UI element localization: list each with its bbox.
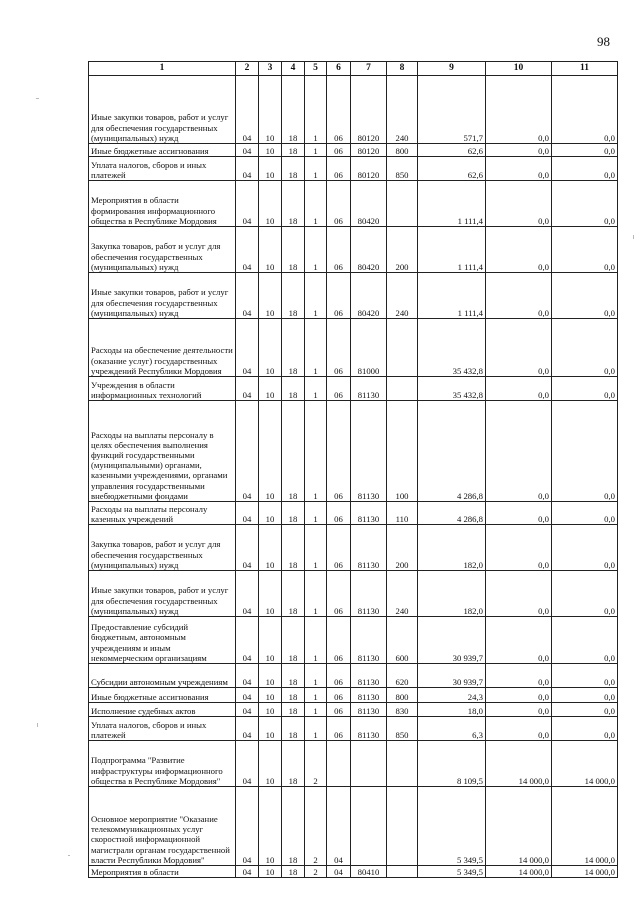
column-header: 5 (305, 62, 327, 76)
amount-cell: 0,0 (552, 157, 618, 181)
amount-cell: 5 349,5 (418, 866, 486, 878)
code-cell: 81130 (351, 401, 387, 502)
code-cell: 1 (305, 76, 327, 144)
amount-cell: 0,0 (552, 76, 618, 144)
row-name: Иные бюджетные ассигнования (89, 144, 236, 157)
code-cell: 10 (259, 866, 282, 878)
row-name: Закупка товаров, работ и услуг для обеспечения государственных (муниципальных) нужд (89, 525, 236, 571)
amount-cell: 0,0 (486, 319, 552, 377)
code-cell (351, 741, 387, 787)
row-name: Иные закупки товаров, работ и услуг для обеспечения государственных (муниципальных) нужд (89, 571, 236, 617)
row-name: Иные закупки товаров, работ и услуг для обеспечения государственных (муниципальных) нужд (89, 273, 236, 319)
code-cell: 06 (327, 664, 351, 688)
code-cell: 18 (282, 664, 305, 688)
code-cell (387, 181, 418, 227)
code-cell: 18 (282, 319, 305, 377)
code-cell: 06 (327, 703, 351, 717)
code-cell (387, 319, 418, 377)
amount-cell: 62,6 (418, 144, 486, 157)
column-header: 4 (282, 62, 305, 76)
row-name: Мероприятия в области (89, 866, 236, 878)
code-cell: 18 (282, 787, 305, 866)
code-cell: 04 (236, 664, 259, 688)
code-cell: 04 (236, 617, 259, 664)
row-name: Мероприятия в области формирования информационного общества в Республике Мордовия (89, 181, 236, 227)
row-name: Уплата налогов, сборов и иных платежей (89, 717, 236, 741)
table-row (89, 319, 618, 377)
amount-cell: 24,3 (418, 688, 486, 703)
code-cell: 80410 (351, 866, 387, 878)
table-row (89, 502, 618, 525)
row-name: Расходы на выплаты персоналу в целях обеспечения выполнения функций государственными (муниципальными) органами, казенными учреждениями, органами управления государственными внебюджетными фондами (89, 401, 236, 502)
code-cell: 10 (259, 377, 282, 401)
amount-cell: 5 349,5 (418, 787, 486, 866)
amount-cell: 0,0 (552, 377, 618, 401)
code-cell: 80420 (351, 227, 387, 273)
amount-cell: 0,0 (486, 525, 552, 571)
amount-cell: 182,0 (418, 571, 486, 617)
amount-cell: 1 111,4 (418, 227, 486, 273)
code-cell: 04 (236, 377, 259, 401)
code-cell: 830 (387, 703, 418, 717)
code-cell: 06 (327, 617, 351, 664)
table-row (89, 571, 618, 617)
code-cell: 10 (259, 157, 282, 181)
amount-cell: 182,0 (418, 525, 486, 571)
code-cell: 18 (282, 157, 305, 181)
code-cell: 10 (259, 502, 282, 525)
code-cell: 240 (387, 571, 418, 617)
table-row (89, 227, 618, 273)
amount-cell: 14 000,0 (552, 787, 618, 866)
table-row (89, 157, 618, 181)
table-body (89, 76, 618, 878)
code-cell (327, 741, 351, 787)
table-row (89, 787, 618, 866)
amount-cell: 0,0 (552, 144, 618, 157)
code-cell (351, 787, 387, 866)
code-cell: 10 (259, 181, 282, 227)
code-cell: 1 (305, 502, 327, 525)
table-row (89, 525, 618, 571)
code-cell: 200 (387, 525, 418, 571)
amount-cell: 14 000,0 (486, 866, 552, 878)
amount-cell: 0,0 (552, 502, 618, 525)
row-name: Основное мероприятие "Оказание телекоммуникационных услуг скоростной информационной магистрали органам государственной власти Республики Мордовия" (89, 787, 236, 866)
row-name: Расходы на выплаты персоналу казенных учреждений (89, 502, 236, 525)
code-cell: 2 (305, 787, 327, 866)
code-cell: 18 (282, 181, 305, 227)
column-header: 3 (259, 62, 282, 76)
code-cell: 80420 (351, 273, 387, 319)
code-cell: 81130 (351, 703, 387, 717)
code-cell: 04 (327, 866, 351, 878)
code-cell: 2 (305, 741, 327, 787)
amount-cell: 30 939,7 (418, 617, 486, 664)
code-cell: 800 (387, 144, 418, 157)
code-cell: 04 (236, 144, 259, 157)
amount-cell: 0,0 (486, 571, 552, 617)
amount-cell: 0,0 (552, 181, 618, 227)
code-cell: 04 (236, 401, 259, 502)
table-row (89, 617, 618, 664)
code-cell: 06 (327, 377, 351, 401)
code-cell: 1 (305, 273, 327, 319)
code-cell: 10 (259, 401, 282, 502)
row-name: Исполнение судебных актов (89, 703, 236, 717)
amount-cell: 0,0 (552, 717, 618, 741)
table-row (89, 377, 618, 401)
code-cell: 10 (259, 787, 282, 866)
amount-cell: 0,0 (486, 688, 552, 703)
code-cell: 10 (259, 571, 282, 617)
budget-table (88, 61, 618, 878)
amount-cell: 0,0 (486, 717, 552, 741)
code-cell: 1 (305, 525, 327, 571)
code-cell: 18 (282, 273, 305, 319)
code-cell: 80120 (351, 144, 387, 157)
table-row (89, 866, 618, 878)
code-cell: 1 (305, 664, 327, 688)
scan-mark (68, 855, 70, 856)
amount-cell: 6,3 (418, 717, 486, 741)
code-cell: 100 (387, 401, 418, 502)
code-cell: 18 (282, 377, 305, 401)
amount-cell: 0,0 (486, 76, 552, 144)
code-cell: 04 (236, 76, 259, 144)
code-cell: 04 (236, 717, 259, 741)
code-cell: 06 (327, 502, 351, 525)
code-cell: 1 (305, 703, 327, 717)
code-cell: 81130 (351, 617, 387, 664)
code-cell: 200 (387, 227, 418, 273)
page-number: 98 (597, 34, 610, 49)
row-name: Расходы на обеспечение деятельности (оказание услуг) государственных учреждений Республики Мордовия (89, 319, 236, 377)
code-cell: 10 (259, 76, 282, 144)
code-cell: 81130 (351, 502, 387, 525)
code-cell: 850 (387, 717, 418, 741)
code-cell: 06 (327, 227, 351, 273)
code-cell: 80420 (351, 181, 387, 227)
code-cell: 1 (305, 181, 327, 227)
code-cell: 06 (327, 181, 351, 227)
amount-cell: 18,0 (418, 703, 486, 717)
column-header: 7 (351, 62, 387, 76)
code-cell: 18 (282, 401, 305, 502)
code-cell: 18 (282, 502, 305, 525)
code-cell: 06 (327, 76, 351, 144)
table-row (89, 144, 618, 157)
row-name: Подпрограмма "Развитие инфраструктуры информационного общества в Республике Мордовия" (89, 741, 236, 787)
scan-mark (37, 723, 38, 727)
amount-cell: 0,0 (486, 664, 552, 688)
amount-cell: 0,0 (486, 401, 552, 502)
amount-cell: 0,0 (552, 617, 618, 664)
amount-cell: 14 000,0 (552, 866, 618, 878)
code-cell: 04 (236, 319, 259, 377)
code-cell: 04 (236, 866, 259, 878)
code-cell: 06 (327, 157, 351, 181)
code-cell: 18 (282, 144, 305, 157)
code-cell: 1 (305, 617, 327, 664)
amount-cell: 14 000,0 (486, 787, 552, 866)
code-cell: 18 (282, 741, 305, 787)
amount-cell: 0,0 (552, 273, 618, 319)
row-name: Предоставление субсидий бюджетным, автономным учреждениям и иным некоммерческим организациям (89, 617, 236, 664)
code-cell (387, 787, 418, 866)
code-cell: 18 (282, 866, 305, 878)
amount-cell: 4 286,8 (418, 401, 486, 502)
column-header: 9 (418, 62, 486, 76)
code-cell: 1 (305, 571, 327, 617)
row-name: Иные бюджетные ассигнования (89, 688, 236, 703)
column-header: 6 (327, 62, 351, 76)
code-cell: 04 (236, 688, 259, 703)
row-name: Субсидии автономным учреждениям (89, 664, 236, 688)
code-cell: 81130 (351, 571, 387, 617)
code-cell: 1 (305, 717, 327, 741)
code-cell: 04 (236, 703, 259, 717)
amount-cell: 0,0 (486, 502, 552, 525)
column-header: 11 (552, 62, 618, 76)
code-cell: 10 (259, 664, 282, 688)
row-name: Закупка товаров, работ и услуг для обеспечения государственных (муниципальных) нужд (89, 227, 236, 273)
amount-cell: 0,0 (486, 157, 552, 181)
code-cell: 80120 (351, 76, 387, 144)
code-cell: 06 (327, 717, 351, 741)
amount-cell: 0,0 (552, 688, 618, 703)
code-cell: 04 (236, 227, 259, 273)
code-cell: 06 (327, 571, 351, 617)
code-cell: 10 (259, 617, 282, 664)
code-cell: 18 (282, 571, 305, 617)
code-cell: 06 (327, 144, 351, 157)
code-cell: 04 (236, 787, 259, 866)
amount-cell: 8 109,5 (418, 741, 486, 787)
code-cell: 10 (259, 144, 282, 157)
code-cell: 81130 (351, 525, 387, 571)
code-cell: 81130 (351, 377, 387, 401)
amount-cell: 14 000,0 (552, 741, 618, 787)
code-cell: 1 (305, 319, 327, 377)
code-cell: 1 (305, 227, 327, 273)
amount-cell: 14 000,0 (486, 741, 552, 787)
amount-cell: 4 286,8 (418, 502, 486, 525)
code-cell: 1 (305, 401, 327, 502)
row-name: Учреждения в области информационных технологий (89, 377, 236, 401)
code-cell: 18 (282, 717, 305, 741)
code-cell: 04 (236, 273, 259, 319)
amount-cell: 0,0 (552, 664, 618, 688)
code-cell: 06 (327, 273, 351, 319)
table-row (89, 76, 618, 144)
amount-cell: 35 432,8 (418, 377, 486, 401)
code-cell (387, 377, 418, 401)
table-row (89, 401, 618, 502)
table-row (89, 273, 618, 319)
table-row (89, 741, 618, 787)
code-cell: 10 (259, 319, 282, 377)
row-name: Иные закупки товаров, работ и услуг для обеспечения государственных (муниципальных) нужд (89, 76, 236, 144)
code-cell: 04 (236, 157, 259, 181)
code-cell (387, 866, 418, 878)
amount-cell: 0,0 (552, 319, 618, 377)
code-cell: 10 (259, 688, 282, 703)
amount-cell: 62,6 (418, 157, 486, 181)
code-cell: 1 (305, 377, 327, 401)
code-cell: 10 (259, 525, 282, 571)
code-cell: 1 (305, 144, 327, 157)
amount-cell: 0,0 (486, 227, 552, 273)
amount-cell: 0,0 (486, 181, 552, 227)
code-cell: 04 (236, 741, 259, 787)
code-cell: 81130 (351, 664, 387, 688)
amount-cell: 0,0 (552, 525, 618, 571)
table-header (89, 62, 618, 76)
code-cell: 800 (387, 688, 418, 703)
table-row (89, 181, 618, 227)
code-cell: 04 (327, 787, 351, 866)
code-cell: 80120 (351, 157, 387, 181)
code-cell: 18 (282, 227, 305, 273)
code-cell: 18 (282, 703, 305, 717)
table-row (89, 664, 618, 688)
code-cell: 04 (236, 571, 259, 617)
amount-cell: 0,0 (552, 571, 618, 617)
table-row (89, 717, 618, 741)
amount-cell: 1 111,4 (418, 273, 486, 319)
amount-cell: 1 111,4 (418, 181, 486, 227)
amount-cell: 0,0 (486, 273, 552, 319)
amount-cell: 0,0 (486, 617, 552, 664)
table-row (89, 688, 618, 703)
amount-cell: 0,0 (486, 703, 552, 717)
code-cell: 1 (305, 157, 327, 181)
code-cell: 10 (259, 717, 282, 741)
amount-cell: 0,0 (552, 227, 618, 273)
column-header: 2 (236, 62, 259, 76)
amount-cell: 571,7 (418, 76, 486, 144)
column-header: 8 (387, 62, 418, 76)
amount-cell: 35 432,8 (418, 319, 486, 377)
amount-cell: 0,0 (486, 144, 552, 157)
code-cell: 06 (327, 688, 351, 703)
code-cell: 06 (327, 401, 351, 502)
code-cell (387, 741, 418, 787)
code-cell: 04 (236, 502, 259, 525)
code-cell: 18 (282, 617, 305, 664)
code-cell: 10 (259, 703, 282, 717)
code-cell: 18 (282, 525, 305, 571)
code-cell: 18 (282, 76, 305, 144)
code-cell: 240 (387, 76, 418, 144)
code-cell: 06 (327, 319, 351, 377)
code-cell: 06 (327, 525, 351, 571)
code-cell: 600 (387, 617, 418, 664)
scan-mark (633, 235, 634, 239)
amount-cell: 0,0 (552, 703, 618, 717)
table-row (89, 703, 618, 717)
row-name: Уплата налогов, сборов и иных платежей (89, 157, 236, 181)
scan-mark (36, 98, 39, 99)
code-cell: 10 (259, 227, 282, 273)
code-cell: 620 (387, 664, 418, 688)
code-cell: 10 (259, 273, 282, 319)
code-cell: 2 (305, 866, 327, 878)
code-cell: 240 (387, 273, 418, 319)
code-cell: 1 (305, 688, 327, 703)
code-cell: 110 (387, 502, 418, 525)
column-header: 10 (486, 62, 552, 76)
code-cell: 04 (236, 525, 259, 571)
code-cell: 81130 (351, 717, 387, 741)
code-cell: 04 (236, 181, 259, 227)
amount-cell: 0,0 (486, 377, 552, 401)
amount-cell: 30 939,7 (418, 664, 486, 688)
code-cell: 81130 (351, 688, 387, 703)
code-cell: 850 (387, 157, 418, 181)
code-cell: 18 (282, 688, 305, 703)
amount-cell: 0,0 (552, 401, 618, 502)
column-header: 1 (89, 62, 236, 76)
code-cell: 10 (259, 741, 282, 787)
code-cell: 81000 (351, 319, 387, 377)
